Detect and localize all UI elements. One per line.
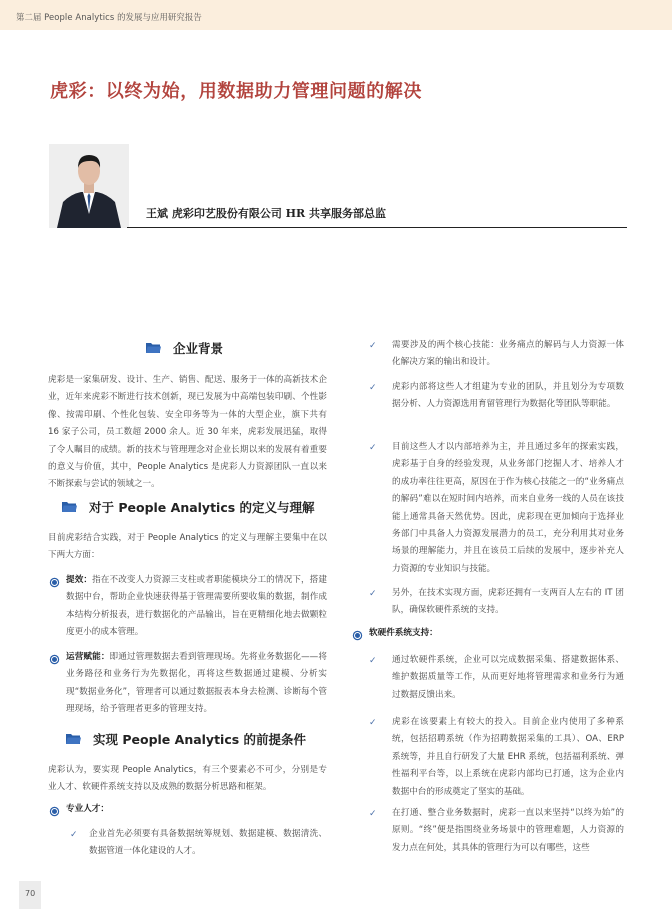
check-icon: ✓ [369,589,377,599]
bullet-efficiency [66,572,327,642]
bullet-system-support [369,625,624,642]
check-item-team-structure: 虎彩内部将这些人才组建为专业的团队，并且划分为专项数据分析、人力资源选用育留管理行为数据化等团队等职能。 [392,382,624,410]
check-item-core-skills: 需要涉及的两个核心技能：业务痛点的解码与人力资源一体化解决方案的输出和设计。 [392,340,624,368]
bullet-dot-icon [51,656,58,663]
bullet-dot-icon [354,632,361,639]
paragraph-company-background: 虎彩是一家集研发、设计、生产、销售、配送、服务于一体的高新技术企业，近年来虎彩不断进行技术创新，现已发展为中高端包装印刷、个性影像、按需印刷、个性化包装、安全印务等为一体的大型企业，旗下共有 16 家子公司，员工数超 2000 余人。近 30 年来，虎彩发展迅猛，取得了令人瞩目的成绩。新的技术与管理理念对企业长期以来的发展有着重要的意义与价值，其中，People Analytics 是虎彩人力资源团队一直以来不断探索与尝试的领域之一。 [48,375,327,490]
check-item-talent-skills: 企业首先必须要有具备数据统筹规划、数据建模、数据清洗、数据管道一体化建设的人才。 [89,829,327,857]
bullet-lead-talent: 专业人才： [66,804,109,814]
bullet-dot-icon [51,579,58,586]
section-heading-background [146,339,223,357]
author-photo [49,144,129,228]
bullet-lead-systems: 软硬件系统支持： [369,628,438,638]
check-icon: ✓ [369,809,377,819]
bullet-operational-empowerment [66,649,327,719]
check-icon: ✓ [369,718,377,728]
bullet-professional-talent [66,801,327,818]
folder-icon [66,733,81,745]
check-item-system-investment: 虎彩在该要素上有较大的投入。目前企业内使用了多种系统，包括招聘系统（作为招聘数据采集的工具）、OA、ERP 系统等，并且自行研发了大量 EHR 系统，包括福利系统、弹性福利平台等，以上系统在虎彩内部均已打通，这为企业内数据中台的形成奠定了坚实的基础。 [392,717,624,797]
author-byline: 王斌 虎彩印艺股份有限公司 HR 共享服务部总监 [146,207,387,220]
section-heading-text: 对于 People Analytics 的定义与理解 [89,500,315,515]
check-icon: ✓ [70,830,78,840]
paragraph-definition-intro: 目前虎彩结合实践，对于 People Analytics 的定义与理解主要集中在以下两大方面： [48,533,327,561]
check-icon: ✓ [369,341,377,351]
check-icon: ✓ [369,443,377,453]
author-divider [127,227,627,228]
check-item-it-team: 另外，在技术实现方面，虎彩还拥有一支两百人左右的 IT 团队，确保软硬件系统的支持。 [392,588,624,616]
bullet-lead-efficiency: 提效： [66,575,93,585]
section-heading-text: 企业背景 [173,341,224,356]
article-title: 虎彩：以终为始，用数据助力管理问题的解决 [50,81,422,102]
running-header-title: 第二届 People Analytics 的发展与应用研究报告 [16,12,202,22]
bullet-text-efficiency: 指在不改变人力资源三支柱或者职能模块分工的情况下，搭建数据中台，帮助企业快速获得基于管理需要所要收集的数据，制作成本结构分析报表，进行数据化的产品输出，旨在更精细化地去做颗粒度更小的成本管理。 [66,575,327,638]
check-icon: ✓ [369,656,377,666]
section-heading-text: 实现 People Analytics 的前提条件 [93,732,307,747]
bullet-text-operational: 即通过管理数据去看到管理现场。先将业务数据化——将业务路径和业务行为先数据化，再将这些数据通过建模、分析实现“数据业务化”，管理者可以通过数据报表本身去检测、诊断每个管理现场，给予管理者更多的管理支持。 [66,652,327,715]
folder-icon [62,501,77,513]
bullet-lead-operational: 运营赋能： [66,652,110,662]
paragraph-prerequisites: 虎彩认为，要实现 People Analytics，有三个要素必不可少，分别是专业人才、软硬件系统支持以及成熟的数据分析思路和框架。 [48,765,327,793]
page-number: 70 [25,889,36,898]
bullet-dot-icon [51,808,58,815]
check-icon: ✓ [369,383,377,393]
check-item-end-in-mind: 在打通、整合业务数据时，虎彩一直以来坚持“以终为始”的原则。“终”便是指围绕业务场景中的管理难题，人力资源的发力点在何处，其具体的管理行为可以有哪些，这些 [392,808,624,853]
check-item-data-collection: 通过软硬件系统，企业可以完成数据采集、搭建数据体系、维护数据质量等工作，从而更好地将管理需求和业务行为通过数据反馈出来。 [392,655,624,700]
folder-icon [146,342,161,354]
section-heading-definition [62,498,315,516]
section-heading-prerequisites [66,730,306,748]
check-item-internal-training: 目前这些人才以内部培养为主，并且通过多年的探索实践，虎彩基于自身的经验发现，从业务部门挖掘人才、培养人才的成功率往往更高，原因在于作为核心技能之一的“业务痛点的解码”难以在短时间内培养，而来自业务一线的人员在该技能上通常具备天然优势。因此，虎彩现在更加倾向于选择业务部门中具备人力资源发展潜力的员工，充分利用其对业务场景的理解能力，并且在该员工后续的发展中，逐步补充人力资源的专业知识与技能。 [392,442,624,574]
